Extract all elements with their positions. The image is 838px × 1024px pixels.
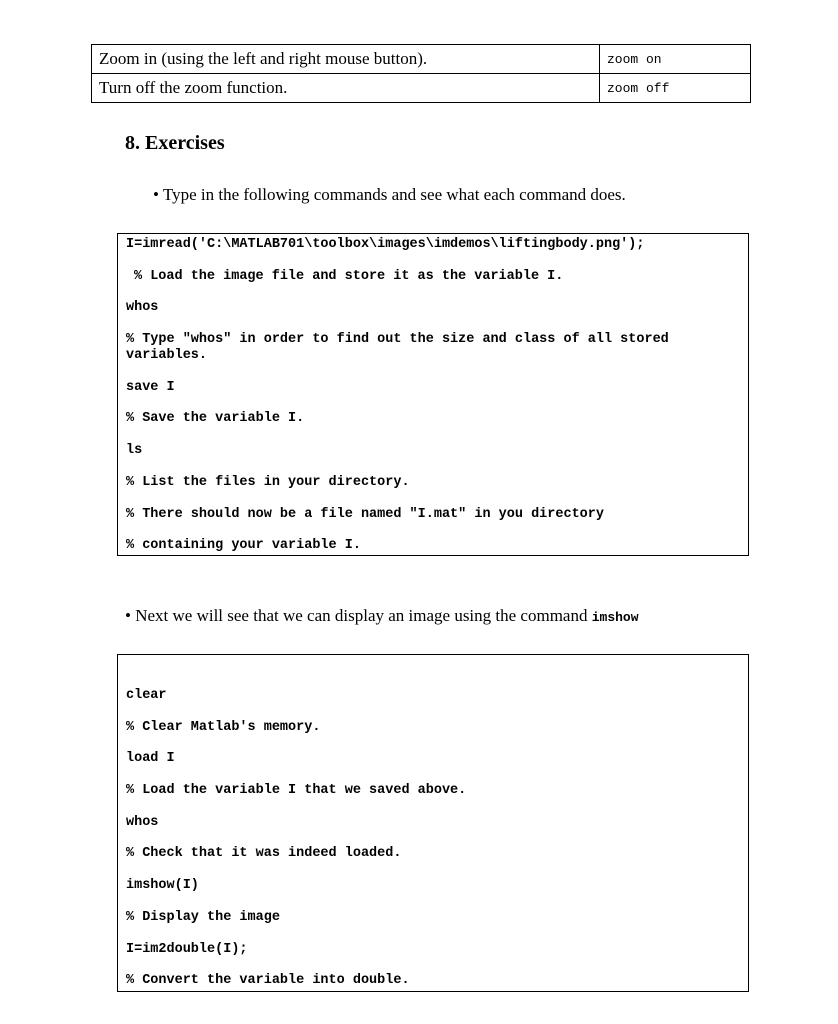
inline-code-imshow: imshow bbox=[591, 610, 639, 625]
code-comment: % Check that it was indeed loaded. bbox=[126, 846, 402, 862]
code-line: imshow(I) bbox=[126, 878, 199, 894]
code-line: load I bbox=[126, 751, 175, 767]
code-line: ls bbox=[126, 443, 143, 459]
code-line: I=im2double(I); bbox=[126, 941, 248, 957]
table-row bbox=[92, 45, 751, 74]
code-comment: % Type "whos" in order to find out the size and class of all stored variables. bbox=[126, 332, 677, 364]
code-comment: % Convert the variable into double. bbox=[126, 973, 410, 989]
zoom-on-description: Zoom in (using the left and right mouse button). bbox=[92, 45, 600, 74]
code-comment: % Load the variable I that we saved above. bbox=[126, 783, 467, 799]
zoom-on-command: zoom on bbox=[600, 45, 751, 74]
exercise-instruction-2 bbox=[125, 606, 639, 626]
code-block-1 bbox=[117, 233, 749, 556]
code-comment: % containing your variable I. bbox=[126, 538, 361, 554]
code-line: whos bbox=[126, 814, 159, 830]
exercise-instruction-1: • Type in the following commands and see what each command does. bbox=[153, 185, 626, 204]
instruction-text: • Next we will see that we can display an image using the command bbox=[125, 606, 592, 625]
code-comment: % List the files in your directory. bbox=[126, 474, 410, 490]
code-comment: % There should now be a file named "I.mat" in you directory bbox=[126, 506, 604, 522]
code-block-2 bbox=[117, 654, 749, 992]
code-line: save I bbox=[126, 379, 175, 395]
code-line: clear bbox=[126, 688, 167, 703]
code-comment: % Load the image file and store it as the variable I. bbox=[134, 268, 564, 284]
code-line: I=imread('C:\MATLAB701\toolbox\images\imdemos\liftingbody.png'); bbox=[126, 237, 645, 252]
zoom-off-description: Turn off the zoom function. bbox=[92, 74, 600, 103]
zoom-command-table bbox=[91, 44, 751, 103]
code-comment: % Clear Matlab's memory. bbox=[126, 719, 321, 735]
table-row bbox=[92, 74, 751, 103]
code-comment: % Display the image bbox=[126, 909, 280, 925]
code-comment: % Save the variable I. bbox=[126, 411, 305, 427]
zoom-off-command: zoom off bbox=[600, 74, 751, 103]
code-line: whos bbox=[126, 300, 159, 316]
section-heading: 8. Exercises bbox=[125, 132, 225, 154]
